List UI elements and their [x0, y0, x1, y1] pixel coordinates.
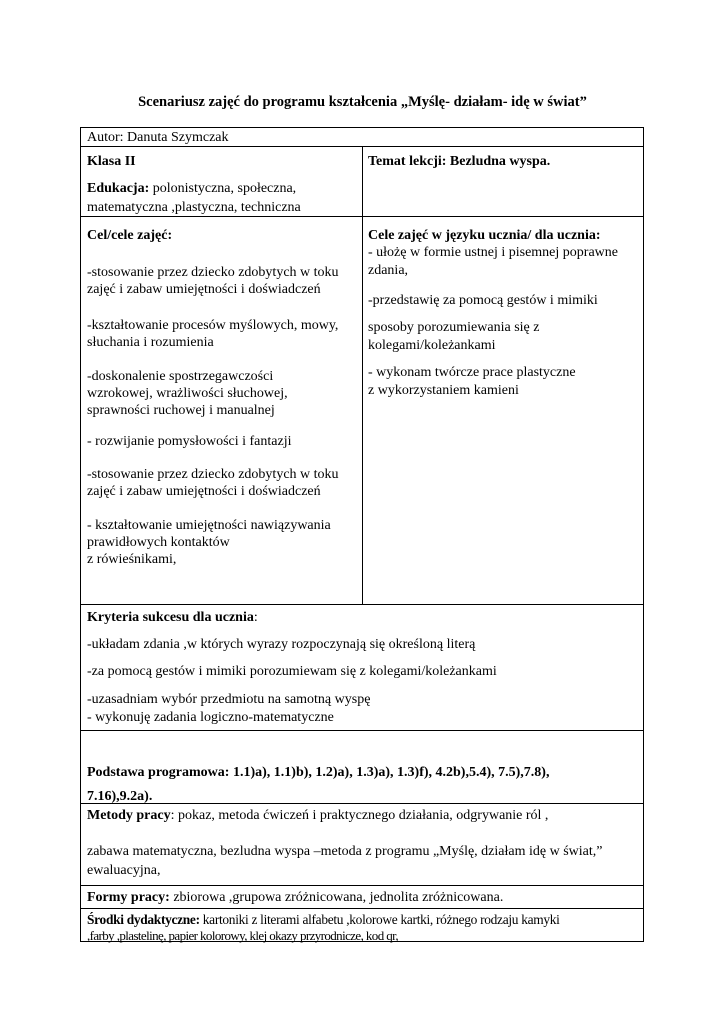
methods-line-2: zabawa matematyczna, bezludna wyspa –metoda z programu „Myślę, działam idę w świat,” — [87, 844, 603, 859]
goal-line: słuchania i rozumienia — [87, 335, 214, 350]
goal-line: zajęć i zabaw umiejętności i doświadczeń — [87, 282, 321, 297]
goal-line: -kształtowanie procesów myślowych, mowy, — [87, 318, 339, 333]
resources-line-1 — [87, 911, 560, 928]
goal-line: sprawności ruchowej i manualnej — [87, 403, 275, 418]
page-title: Scenariusz zajęć do programu kształcenia „Myślę- działam- idę w świat” — [138, 94, 587, 110]
student-goal-line: z wykorzystaniem kamieni — [368, 383, 519, 398]
student-goal-line: - ułożę w formie ustnej i pisemnej poprawne — [368, 245, 618, 260]
criteria-heading: Kryteria sukcesu dla ucznia — [87, 610, 254, 625]
student-goal-line: sposoby porozumiewania się z — [368, 320, 540, 335]
student-goal-line: zdania, — [368, 263, 409, 278]
row-divider — [81, 604, 643, 605]
student-goals-heading: Cele zajęć w języku ucznia/ dla ucznia: — [368, 228, 601, 243]
lesson-topic: Temat lekcji: Bezludna wyspa. — [368, 154, 551, 169]
goals-heading: Cel/cele zajęć: — [87, 228, 173, 243]
goal-line: - kształtowanie umiejętności nawiązywania — [87, 518, 331, 533]
criteria-line: -uzasadniam wybór przedmiotu na samotną wyspę — [87, 692, 371, 707]
education-label: Edukacja: — [87, 181, 150, 196]
row-divider — [81, 803, 643, 804]
forms-line — [87, 889, 503, 906]
goal-line: -doskonalenie spostrzegawczości — [87, 369, 274, 384]
author: Autor: Danuta Szymczak — [87, 130, 229, 145]
goal-line: zajęć i zabaw umiejętności i doświadczeń — [87, 484, 321, 499]
education-line-1 — [87, 180, 296, 197]
resources-line-2: ,farby ,plastelinę, papier kolorowy, klej okazy przyrodnicze, kod qr, — [87, 928, 399, 943]
column-divider — [362, 146, 363, 604]
criteria-line: -za pomocą gestów i mimiki porozumiewam się z kolegami/koleżankami — [87, 664, 497, 679]
methods-line-1 — [87, 807, 548, 824]
student-goal-line: kolegami/koleżankami — [368, 338, 496, 353]
goal-line: -stosowanie przez dziecko zdobytych w toku — [87, 467, 339, 482]
row-divider — [81, 730, 643, 731]
education-text: polonistyczna, społeczna, — [149, 181, 297, 196]
curriculum-line-2: 7.16),9.2a). — [87, 789, 153, 804]
goal-line: z rówieśnikami, — [87, 552, 177, 567]
criteria-heading-line — [87, 609, 258, 626]
methods-text: : pokaz, metoda ćwiczeń i praktycznego działania, odgrywanie ról , — [170, 808, 549, 823]
curriculum-line-1: Podstawa programowa: 1.1)a), 1.1)b), 1.2)a), 1.3)a), 1.3)f), 4.2b),5.4), 7.5),7.8), — [87, 765, 550, 780]
criteria-line: -układam zdania ,w których wyrazy rozpoczynają się określoną literą — [87, 637, 476, 652]
row-divider — [81, 885, 643, 886]
methods-line-3: ewaluacyjna, — [87, 863, 161, 878]
forms-label: Formy pracy: — [87, 890, 170, 905]
goal-line: - rozwijanie pomysłowości i fantazji — [87, 434, 292, 449]
resources-label: Środki dydaktyczne: — [87, 912, 200, 927]
class-label: Klasa II — [87, 154, 136, 169]
resources-text: kartoniki z literami alfabetu ,kolorowe kartki, różnego rodzaju kamyki — [199, 912, 560, 927]
student-goal-line: -przedstawię za pomocą gestów i mimiki — [368, 293, 598, 308]
criteria-line: - wykonuję zadania logiczno-matematyczne — [87, 710, 334, 725]
criteria-colon: : — [253, 610, 258, 625]
student-goal-line: - wykonam twórcze prace plastyczne — [368, 365, 576, 380]
forms-text: zbiorowa ,grupowa zróżnicowana, jednolita zróżnicowana. — [169, 890, 504, 905]
education-line-2: matematyczna ,plastyczna, techniczna — [87, 200, 301, 215]
goal-line: wzrokowej, wrażliwości słuchowej, — [87, 386, 288, 401]
row-divider — [81, 908, 643, 909]
goal-line: prawidłowych kontaktów — [87, 535, 230, 550]
goal-line: -stosowanie przez dziecko zdobytych w toku — [87, 265, 339, 280]
methods-label: Metody pracy — [87, 808, 171, 823]
lesson-plan-table — [80, 127, 644, 942]
